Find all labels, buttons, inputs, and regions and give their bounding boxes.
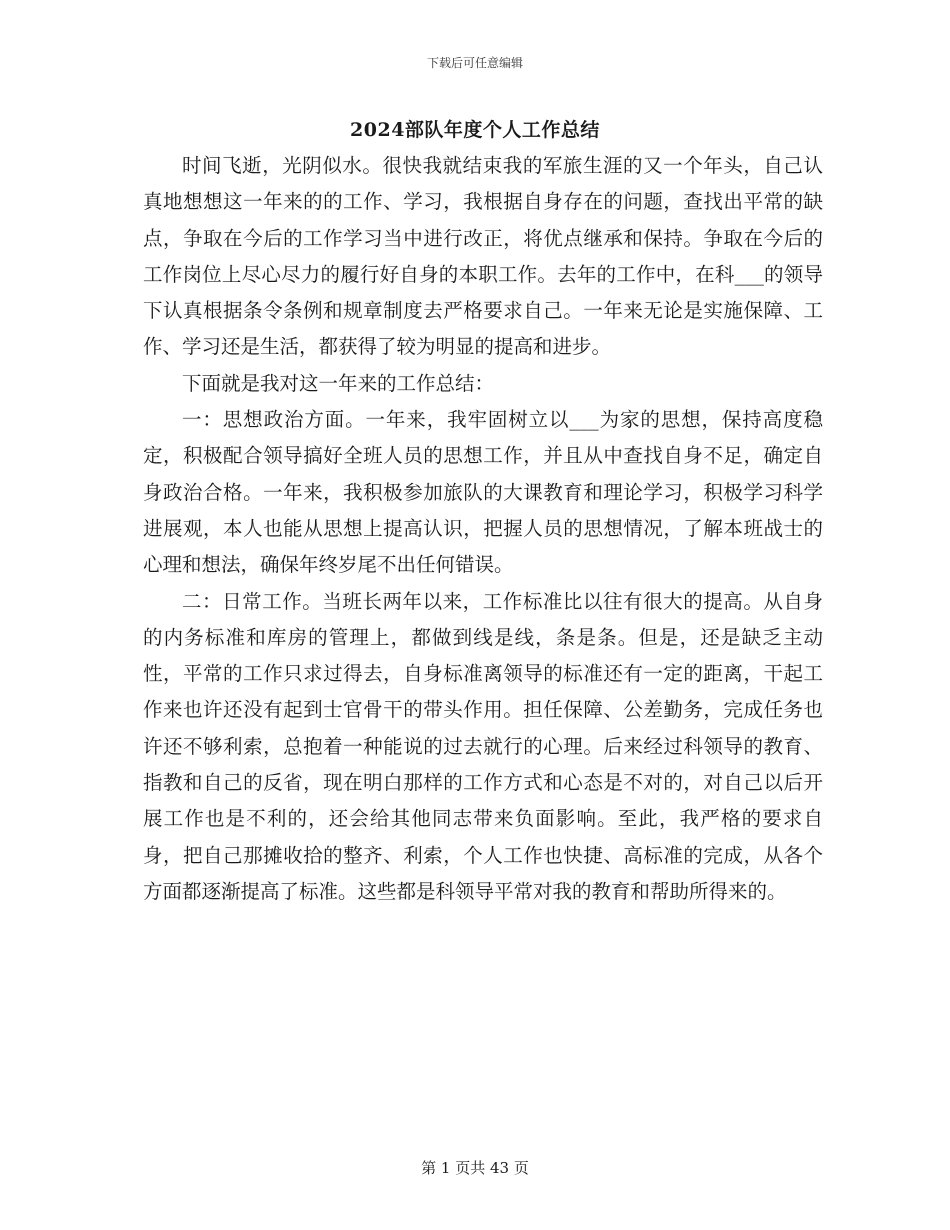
paragraph-daily-work: 二：日常工作。当班长两年以来，工作标准比以往有很大的提高。从自身的内务标准和库房的管理上，都做到线是线，条是条。但是，还是缺乏主动性，平常的工作只求过得去，自身标准离领导的标准还有一定的距离，干起工作来也许还没有起到士官骨干的带头作用。担任保障、公差勤务，完成任务也许还不够利索，总抱着一种能说的过去就行的心理。后来经过科领导的教育、指教和自己的反省，现在明白那样的工作方式和心态是不对的，对自己以后开展工作也是不利的，还会给其他同志带来负面影响。至此，我严格的要求自身，把自己那摊收拾的整齐、利索，个人工作也快捷、高标准的完成，从各个方面都逐渐提高了标准。这些都是科领导平常对我的教育和帮助所得来的。 xyxy=(143,589,823,903)
document-body xyxy=(143,148,823,910)
document-title: 2024部队年度个人工作总结 xyxy=(350,119,600,141)
paragraph-intro: 时间飞逝，光阴似水。很快我就结束我的军旅生涯的又一个年头，自己认真地想想这一年来的的工作、学习，我根据自身存在的问题，查找出平常的缺点，争取在今后的工作学习当中进行改正，将优点继承和保持。争取在今后的工作岗位上尽心尽力的履行好自身的本职工作。去年的工作中，在科___的领导下认真根据条令条例和规章制度去严格要求自己。一年来无论是实施保障、工作、学习还是生活，都获得了较为明显的提高和进步。 xyxy=(143,154,823,359)
page-number: 第 1 页共 43 页 xyxy=(421,1159,529,1177)
paragraph-summary-lead: 下面就是我对这一年来的工作总结： xyxy=(182,371,495,395)
paragraph-political-thought: 一：思想政治方面。一年来，我牢固树立以___为家的思想，保持高度稳定，积极配合领导搞好全班人员的思想工作，并且从中查找自身不足，确定自身政治合格。一年来，我积极参加旅队的大课教育和理论学习，积极学习科学进展观，本人也能从思想上提高认识，把握人员的思想情况，了解本班战士的心理和想法，确保年终岁尾不出任何错误。 xyxy=(143,408,823,577)
page-header-note: 下载后可任意编辑 xyxy=(426,56,523,70)
